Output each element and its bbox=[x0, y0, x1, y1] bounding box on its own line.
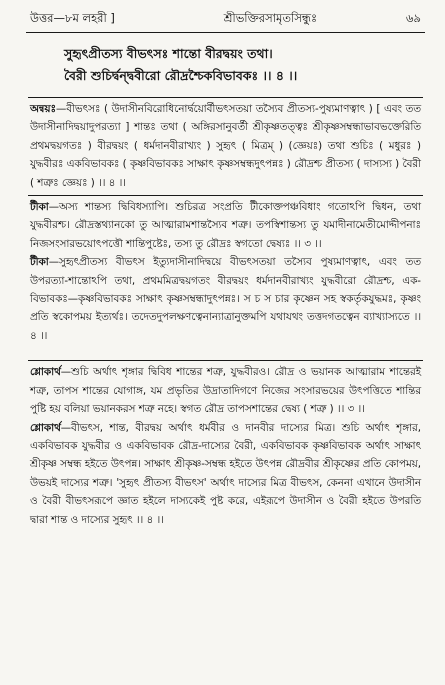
section-rule bbox=[28, 97, 423, 98]
anvaya-text: —বীভৎসঃ ( উদাসীনবিরোধিনোর্দ্বয়োর্বীভৎসতয়া তস্যৈব প্রীতস্য-পুষ্যমাণত্বাৎ ) [ এবং তত উদাসীনাদিদ্বয়াদুপরত্যা ] শান্তঃ তথা ( অঙ্গিরসানুবর্তী শ্রীকৃষ্ণতত্ত্বঃ শ্রীকৃষ্ণসম্বন্ধাভাবভক্তেরিতি প্রথমদ্বয়গতঃ ) বীরদ্বয়ং ( ধর্মদানবীরাখ্যং ) সুহৃৎ ( মিত্রম্ ) (জ্ঞেয়ঃ) তথা শুচিঃ ( মধুরঃ ) যুদ্ধবীরঃ একবিভাবকঃ ( কৃষ্ণবিভাবকঃ সাক্ষাৎ কৃষ্ণসম্বন্ধদুৎপন্নঃ ) রৌদ্রশ্চ প্রীতস্য ( দাস্যস্য ) বৈরী ( শত্রুঃ জ্ঞেয়ঃ ) ।। ৪ ।। bbox=[30, 103, 421, 189]
section-rule bbox=[28, 360, 423, 361]
shlokartha-section bbox=[30, 363, 421, 529]
header-book-title: শ্রীভক্তিরসামৃতসিন্ধুঃ bbox=[223, 11, 318, 25]
shlokartha-text: —শুচি অর্থাৎ শৃঙ্গার দ্বিবিধ শান্তের শত্রু, যুদ্ধবীরও। রৌদ্র ও ভয়ানক আত্মারাম শান্তেরই শত্রু, তাপস শান্তের যোগাঙ্গ, যম প্রভৃতির উদ্রাতাদিগণে নিজের সংসারভয়ের উৎপত্তিতে শান্তির পুষ্টি হয় বলিয়া ভয়ানকরস শত্রু নহে। স্বগত রৌদ্র তাপসশান্তের দ্বেষ্য ( শত্রু ) ।। ৩ ।। bbox=[30, 366, 421, 416]
header-section-label: উত্তর—৮ম লহরী ] bbox=[30, 11, 115, 25]
shlokartha-heading: শ্লোকার্থ bbox=[30, 421, 61, 434]
shlokartha-heading: শ্লোকার্থ bbox=[30, 366, 61, 379]
tika-heading: টীকা bbox=[30, 201, 49, 214]
verse-line-2: বৈরী শুচির্দ্বন্দ্ববীরো রৌদ্রশ্চৈকবিভাবকঃ ।। ৪ ।। bbox=[64, 68, 298, 83]
header-rule bbox=[26, 32, 425, 33]
verse-line-1: সুহৃৎপ্রীতস্য বীভৎসঃ শান্তো বীরদ্বয়ং তথা। bbox=[64, 46, 273, 61]
anvaya-heading: অন্বয়ঃ bbox=[30, 103, 56, 115]
tika-text: —সুহৃৎপ্রীতস্য বীভৎস ইত্যুদাসীনাদিদ্বয়ে বীভৎসতয়া তস্যৈব পুষ্যমাণত্বাৎ, এবং তত উপরত্যা-শান্তোঽপি তথা, প্রথমমিত্রদ্বয়গতং বীরদ্বয়ং ধর্মদানবীরাখ্যং যুদ্ধবীরো রৌদ্রশ্চ, এক-বিভাবকঃ—কৃষ্ণবিভাবকঃ সাক্ষাৎ কৃষ্ণসম্বন্ধাদুৎপন্নঃ। স চ স চার কৃষ্ণেন সহ স্বকর্তৃকযুদ্ধমঃ, কৃষ্ণং প্রতি স্বকোপময় ইত্যর্থঃ। তদেতদুপলক্ষণত্বেনান্যাত্রানুক্তমপি যথাযথং তত্তদগতত্বেন ব্যাখ্যাস্যতে ।। ৪ ।। bbox=[30, 256, 421, 342]
running-header bbox=[30, 10, 421, 30]
section-rule bbox=[28, 195, 423, 196]
sanskrit-verse bbox=[64, 43, 421, 87]
anvaya-section bbox=[30, 100, 421, 192]
page-number: ৬৯ bbox=[406, 11, 421, 25]
tika-section bbox=[30, 198, 421, 345]
shlokartha-text: —বীভৎস, শান্ত, বীরদ্বয় অর্থাৎ ধর্মবীর ও দানবীর দাস্যের মিত্র। শুচি অর্থাৎ শৃঙ্গার, একবিভাবক যুদ্ধবীর ও একবিভাবক রৌদ্র-দাস্যের বৈরী, একবিভাবক কৃষ্ণবিভাবক অর্থাৎ সাক্ষাৎ শ্রীকৃষ্ণ সম্বন্ধ হইতে উৎপন্ন। সাক্ষাৎ শ্রীকৃষ্ণ-সম্বন্ধ হইতে উৎপন্ন রৌদ্রবীর শ্রীকৃষ্ণের প্রতি কোপময়, উভয়ই দাস্যের শত্রু। 'সুহৃৎ প্রীতস্য বীভৎস' অর্থাৎ দাস্যের মিত্র বীভৎস, কেননা এখানে উদাসীন ও বৈরী বীভৎসরূপে জ্ঞাত হইলে দাস্যকেই পুষ্ট করে, এইরূপে উদাসীন ও বৈরী হইতে উপরতি দ্বারা শান্ত ও দাস্যের সুহৃৎ ।। ৪ ।। bbox=[30, 421, 421, 526]
tika-text: —অস্য শান্তস্য দ্বিবিধস্যাপি। শুচিরত্র সংপ্রতি টীকোক্তপঞ্চবিধাং গতোঽপি দ্বিধন, তথা যুদ্ধবীরশ্চ। রৌদ্রস্তথ্যানকো তু আত্মারামশান্তস্যৈব শত্রু। তপস্বিশান্তস্য তু যমাদীনামেতীমোদ্দীপনাঃ নিজসংসারভয়োৎপত্তৌ শান্তিপুষ্টেঃ, তস্য তু রৌদ্রঃ স্বগতো দ্বেষ্যঃ ।। ৩ ।। bbox=[30, 201, 421, 250]
tika-heading: টীকা bbox=[30, 256, 49, 269]
